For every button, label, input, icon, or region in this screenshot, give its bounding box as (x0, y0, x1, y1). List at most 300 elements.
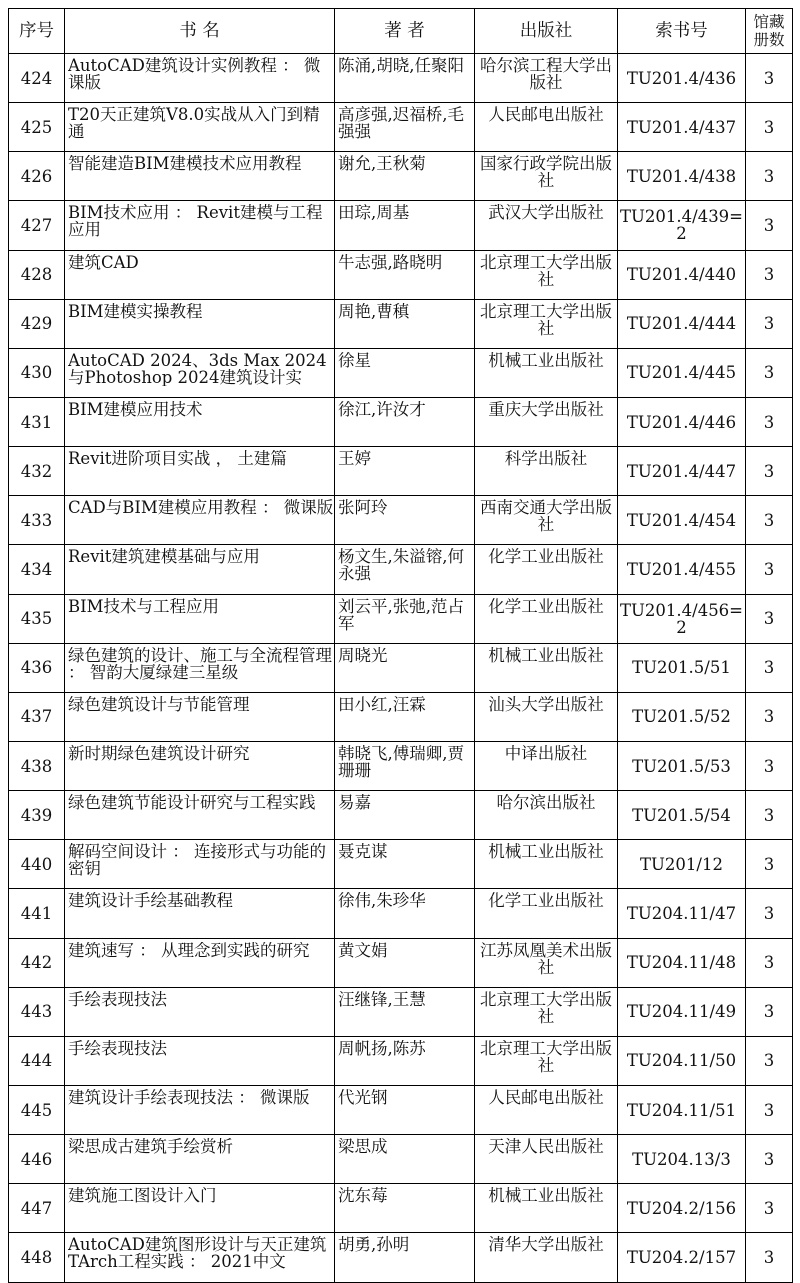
book-author-cell (335, 1036, 475, 1085)
book-publisher: 国家行政学院出版社 (480, 155, 612, 190)
book-title: 智能建造BIM建模技术应用教程 (68, 155, 302, 173)
row-number: 447 (20, 1199, 53, 1217)
book-title-cell (65, 54, 335, 103)
book-publisher-cell (475, 741, 618, 790)
row-number-cell (9, 643, 65, 692)
call-number: TU201.5/54 (632, 806, 731, 824)
book-title: 建筑施工图设计入门 (68, 1187, 217, 1205)
call-number-cell (618, 889, 746, 938)
row-number: 445 (20, 1101, 53, 1119)
book-publisher-cell (475, 643, 618, 692)
call-number: TU204.11/48 (626, 954, 737, 972)
table-row (9, 840, 793, 889)
row-number-cell (9, 54, 65, 103)
row-number: 432 (20, 462, 53, 480)
book-title: 梁思成古建筑手绘赏析 (68, 1138, 233, 1156)
call-number-cell (618, 397, 746, 446)
call-number-cell (618, 103, 746, 152)
row-number: 443 (20, 1003, 53, 1021)
row-number-cell (9, 545, 65, 594)
book-publisher-cell (475, 397, 618, 446)
book-author: 聂克谋 (338, 843, 388, 861)
book-publisher-cell (475, 1184, 618, 1233)
book-author: 徐江,许汝才 (338, 400, 426, 418)
book-title-cell (65, 1135, 335, 1184)
book-title: 绿色建筑节能设计研究与工程实践 (68, 794, 316, 812)
book-author: 陈涌,胡晓,任聚阳 (338, 57, 464, 74)
book-publisher: 人民邮电出版社 (488, 106, 604, 124)
book-title-cell (65, 299, 335, 348)
call-number-cell (618, 299, 746, 348)
table-row (9, 348, 793, 397)
row-number: 440 (20, 855, 53, 873)
copy-count-cell (746, 1135, 793, 1184)
header-row (9, 9, 793, 54)
row-number-cell (9, 1135, 65, 1184)
header-call-number: 索书号 (618, 9, 746, 54)
call-number-cell (618, 1184, 746, 1233)
copy-count: 3 (763, 167, 775, 185)
copy-count-cell (746, 496, 793, 545)
book-publisher: 科学出版社 (504, 450, 588, 468)
book-title-cell (65, 1036, 335, 1085)
copy-count: 3 (763, 216, 775, 234)
table-row (9, 889, 793, 938)
row-number-cell (9, 840, 65, 889)
call-number: TU201/12 (640, 855, 723, 873)
row-number: 428 (20, 266, 53, 284)
book-author: 谢允,王秋菊 (338, 155, 426, 173)
book-title-cell (65, 201, 335, 250)
call-number-cell (618, 987, 746, 1036)
book-author-cell (335, 1085, 475, 1134)
table-row (9, 987, 793, 1036)
copy-count-cell (746, 692, 793, 741)
table-row (9, 1233, 793, 1282)
book-author-cell (335, 643, 475, 692)
book-title: Revit建筑建模基础与应用 (68, 548, 260, 566)
copy-count-cell (746, 1036, 793, 1085)
call-number: TU204.2/156 (626, 1199, 737, 1217)
copy-count-cell (746, 889, 793, 938)
call-number: TU201.4/444 (626, 315, 737, 333)
book-publisher: 清华大学出版社 (488, 1236, 604, 1254)
table-row (9, 1184, 793, 1233)
book-title: AutoCAD建筑图形设计与天正建筑TArch工程实践 ： 2021中文 (68, 1236, 327, 1271)
row-number-cell (9, 594, 65, 643)
copy-count: 3 (763, 560, 775, 578)
copy-count: 3 (763, 757, 775, 775)
copy-count: 3 (763, 904, 775, 922)
row-number-cell (9, 201, 65, 250)
call-number-cell (618, 692, 746, 741)
table-row (9, 152, 793, 201)
book-publisher: 天津人民出版社 (488, 1138, 604, 1156)
copy-count-cell (746, 447, 793, 496)
book-author-cell (335, 741, 475, 790)
book-publisher: 化学工业出版社 (488, 892, 604, 910)
call-number-cell (618, 496, 746, 545)
copy-count: 3 (763, 118, 775, 136)
call-number: TU201.5/52 (632, 708, 731, 726)
copy-count: 3 (763, 1248, 775, 1266)
copy-count: 3 (763, 806, 775, 824)
copy-count-cell (746, 103, 793, 152)
call-number: TU204.11/51 (626, 1101, 737, 1119)
copy-count-cell (746, 299, 793, 348)
row-number-cell (9, 397, 65, 446)
call-number: TU201.4/440 (626, 266, 737, 284)
table-row (9, 299, 793, 348)
book-author: 周艳,曹稹 (338, 302, 410, 320)
row-number-cell (9, 152, 65, 201)
row-number-cell (9, 1233, 65, 1282)
row-number: 425 (20, 118, 53, 136)
row-number: 439 (20, 806, 53, 824)
book-author-cell (335, 938, 475, 987)
row-number-cell (9, 1184, 65, 1233)
book-publisher-cell (475, 299, 618, 348)
book-publisher: 北京理工大学出版社 (480, 302, 612, 337)
book-title: 建筑CAD (68, 253, 139, 271)
call-number: TU204.11/47 (626, 904, 737, 922)
book-title: T20天正建筑V8.0实战从入门到精通 (68, 106, 320, 141)
book-author-cell (335, 1233, 475, 1282)
call-number-cell (618, 54, 746, 103)
book-author: 胡勇,孙明 (338, 1236, 410, 1254)
book-list-table (8, 8, 793, 1283)
book-title-cell (65, 1233, 335, 1282)
copy-count: 3 (763, 610, 775, 628)
book-publisher-cell (475, 987, 618, 1036)
table-row (9, 54, 793, 103)
book-author-cell (335, 250, 475, 299)
call-number-cell (618, 741, 746, 790)
copy-count-cell (746, 201, 793, 250)
book-title-cell (65, 545, 335, 594)
book-title: BIM建模实操教程 (68, 302, 203, 320)
copy-count: 3 (763, 708, 775, 726)
table-body (9, 54, 793, 1283)
book-author-cell (335, 348, 475, 397)
book-publisher: 化学工业出版社 (488, 548, 604, 566)
book-publisher-cell (475, 250, 618, 299)
row-number-cell (9, 791, 65, 840)
book-author: 周帆扬,陈苏 (338, 1039, 426, 1057)
call-number-cell (618, 545, 746, 594)
row-number-cell (9, 1085, 65, 1134)
book-author: 代光钢 (338, 1088, 388, 1106)
table-row (9, 250, 793, 299)
book-title: 绿色建筑设计与节能管理 (68, 695, 250, 713)
book-title: AutoCAD 2024、3ds Max 2024与Photoshop 2024建筑设计实 (68, 351, 327, 386)
copy-count: 3 (763, 364, 775, 382)
copy-count-cell (746, 54, 793, 103)
call-number: TU201.4/439=2 (619, 208, 744, 243)
table-row (9, 1036, 793, 1085)
book-title: 建筑设计手绘表现技法 ： 微课版 (68, 1088, 310, 1106)
book-publisher-cell (475, 447, 618, 496)
copy-count-cell (746, 987, 793, 1036)
copy-count: 3 (763, 266, 775, 284)
call-number-cell (618, 348, 746, 397)
call-number: TU204.11/49 (626, 1003, 737, 1021)
book-title-cell (65, 152, 335, 201)
book-title-cell (65, 889, 335, 938)
book-title-cell (65, 840, 335, 889)
book-title-cell (65, 250, 335, 299)
book-author-cell (335, 889, 475, 938)
row-number-cell (9, 447, 65, 496)
header-count: 馆藏册数 (746, 9, 793, 54)
row-number: 429 (20, 315, 53, 333)
call-number-cell (618, 1085, 746, 1134)
book-publisher-cell (475, 103, 618, 152)
book-title: AutoCAD建筑设计实例教程 ： 微课版 (68, 57, 321, 91)
book-publisher-cell (475, 348, 618, 397)
book-author: 黄文娟 (338, 941, 388, 959)
book-title: 手绘表现技法 (68, 1039, 167, 1057)
call-number: TU201.4/454 (626, 511, 737, 529)
book-title: Revit进阶项目实战 ， 土建篇 (68, 450, 287, 468)
row-number-cell (9, 938, 65, 987)
row-number: 424 (20, 69, 53, 87)
book-publisher-cell (475, 840, 618, 889)
copy-count-cell (746, 791, 793, 840)
copy-count: 3 (763, 1052, 775, 1070)
call-number: TU201.4/436 (626, 69, 737, 87)
book-author-cell (335, 54, 475, 103)
table-row (9, 397, 793, 446)
row-number-cell (9, 250, 65, 299)
copy-count-cell (746, 1233, 793, 1282)
copy-count: 3 (763, 511, 775, 529)
row-number: 438 (20, 757, 53, 775)
book-title: BIM技术应用 ： Revit建模与工程应用 (68, 204, 323, 239)
book-title-cell (65, 1184, 335, 1233)
row-number-cell (9, 692, 65, 741)
book-author-cell (335, 692, 475, 741)
book-publisher-cell (475, 54, 618, 103)
call-number: TU204.2/157 (626, 1248, 737, 1266)
copy-count: 3 (763, 413, 775, 431)
book-title-cell (65, 496, 335, 545)
book-author: 张阿玲 (338, 499, 388, 517)
copy-count: 3 (763, 315, 775, 333)
call-number-cell (618, 643, 746, 692)
book-publisher-cell (475, 889, 618, 938)
book-author-cell (335, 791, 475, 840)
book-author: 徐伟,朱珍华 (338, 892, 426, 910)
book-title-cell (65, 594, 335, 643)
book-author: 徐星 (338, 351, 371, 369)
row-number: 437 (20, 708, 53, 726)
call-number: TU201.5/53 (632, 757, 731, 775)
book-publisher: 哈尔滨工程大学出版社 (480, 57, 612, 91)
call-number-cell (618, 594, 746, 643)
book-title-cell (65, 692, 335, 741)
table-row (9, 1085, 793, 1134)
book-publisher-cell (475, 1233, 618, 1282)
row-number: 444 (20, 1052, 53, 1070)
copy-count-cell (746, 152, 793, 201)
book-publisher-cell (475, 496, 618, 545)
book-title: CAD与BIM建模应用教程 ： 微课版 (68, 499, 334, 517)
row-number: 427 (20, 216, 53, 234)
table-row (9, 643, 793, 692)
book-author-cell (335, 496, 475, 545)
book-publisher-cell (475, 692, 618, 741)
book-title-cell (65, 103, 335, 152)
book-publisher: 武汉大学出版社 (488, 204, 604, 222)
book-author: 田琮,周基 (338, 204, 410, 222)
book-author: 汪继锋,王慧 (338, 990, 426, 1008)
table-row (9, 692, 793, 741)
book-author-cell (335, 201, 475, 250)
book-title-cell (65, 1085, 335, 1134)
book-publisher-cell (475, 1135, 618, 1184)
copy-count: 3 (763, 855, 775, 873)
copy-count-cell (746, 1085, 793, 1134)
header-author: 著 者 (335, 9, 475, 54)
call-number-cell (618, 840, 746, 889)
book-author-cell (335, 987, 475, 1036)
row-number-cell (9, 987, 65, 1036)
book-author-cell (335, 1184, 475, 1233)
book-author: 田小红,汪霖 (338, 695, 426, 713)
book-title: 新时期绿色建筑设计研究 (68, 744, 250, 762)
book-publisher: 江苏凤凰美术出版社 (480, 941, 612, 976)
header-no: 序号 (9, 9, 65, 54)
copy-count: 3 (763, 954, 775, 972)
book-publisher: 北京理工大学出版社 (480, 990, 612, 1025)
row-number: 448 (20, 1248, 53, 1266)
row-number-cell (9, 889, 65, 938)
row-number-cell (9, 103, 65, 152)
book-title-cell (65, 987, 335, 1036)
call-number: TU201.4/445 (626, 364, 737, 382)
book-author-cell (335, 103, 475, 152)
book-publisher-cell (475, 201, 618, 250)
book-author-cell (335, 594, 475, 643)
book-author: 王婷 (338, 450, 371, 468)
book-title: 解码空间设计 ： 连接形式与功能的密钥 (68, 843, 326, 878)
row-number: 436 (20, 659, 53, 677)
copy-count-cell (746, 594, 793, 643)
copy-count: 3 (763, 659, 775, 677)
book-title: 绿色建筑的设计、施工与全流程管理 ： 智韵大厦绿建三星级 (68, 646, 332, 681)
row-number-cell (9, 348, 65, 397)
copy-count-cell (746, 545, 793, 594)
book-author-cell (335, 840, 475, 889)
book-publisher: 北京理工大学出版社 (480, 253, 612, 288)
book-author-cell (335, 299, 475, 348)
copy-count-cell (746, 840, 793, 889)
call-number: TU201.4/438 (626, 167, 737, 185)
copy-count-cell (746, 1184, 793, 1233)
book-title: 建筑速写 ： 从理念到实践的研究 (68, 941, 310, 959)
book-publisher: 重庆大学出版社 (488, 400, 604, 418)
row-number-cell (9, 741, 65, 790)
copy-count: 3 (763, 69, 775, 87)
row-number-cell (9, 299, 65, 348)
book-publisher: 机械工业出版社 (488, 843, 604, 861)
call-number: TU204.11/50 (626, 1052, 737, 1070)
book-title-cell (65, 791, 335, 840)
book-publisher: 中译出版社 (504, 744, 588, 762)
book-title-cell (65, 643, 335, 692)
book-title-cell (65, 447, 335, 496)
book-publisher: 哈尔滨出版社 (496, 794, 596, 812)
call-number: TU201.4/447 (626, 462, 737, 480)
copy-count-cell (746, 250, 793, 299)
book-publisher: 北京理工大学出版社 (480, 1039, 612, 1074)
book-publisher: 汕头大学出版社 (488, 695, 604, 713)
copy-count-cell (746, 938, 793, 987)
book-publisher-cell (475, 1036, 618, 1085)
row-number: 435 (20, 610, 53, 628)
call-number-cell (618, 1135, 746, 1184)
table-row (9, 594, 793, 643)
book-author-cell (335, 397, 475, 446)
book-title: 建筑设计手绘基础教程 (68, 892, 233, 910)
row-number: 434 (20, 560, 53, 578)
row-number: 441 (20, 904, 53, 922)
book-title-cell (65, 741, 335, 790)
table-row (9, 1135, 793, 1184)
book-publisher: 西南交通大学出版社 (480, 499, 612, 534)
book-title: 手绘表现技法 (68, 990, 167, 1008)
call-number-cell (618, 201, 746, 250)
call-number-cell (618, 447, 746, 496)
call-number: TU201.4/456=2 (619, 601, 744, 636)
call-number-cell (618, 1233, 746, 1282)
copy-count: 3 (763, 1101, 775, 1119)
table-row (9, 496, 793, 545)
book-author-cell (335, 1135, 475, 1184)
copy-count-cell (746, 643, 793, 692)
book-author-cell (335, 447, 475, 496)
book-title: BIM技术与工程应用 (68, 597, 220, 615)
table-row (9, 447, 793, 496)
book-publisher: 化学工业出版社 (488, 597, 604, 615)
book-title-cell (65, 397, 335, 446)
book-publisher-cell (475, 938, 618, 987)
table-row (9, 545, 793, 594)
call-number-cell (618, 152, 746, 201)
book-author-cell (335, 152, 475, 201)
book-title: BIM建模应用技术 (68, 400, 203, 418)
copy-count-cell (746, 348, 793, 397)
row-number: 430 (20, 364, 53, 382)
call-number: TU204.13/3 (632, 1150, 731, 1168)
book-author: 易嘉 (338, 794, 371, 812)
book-author: 沈东莓 (338, 1187, 388, 1205)
copy-count-cell (746, 397, 793, 446)
book-title-cell (65, 938, 335, 987)
row-number: 442 (20, 954, 53, 972)
book-publisher: 机械工业出版社 (488, 646, 604, 664)
book-publisher: 机械工业出版社 (488, 351, 604, 369)
copy-count: 3 (763, 1150, 775, 1168)
table-row (9, 938, 793, 987)
book-author: 刘云平,张弛,范占军 (338, 597, 464, 632)
table-row (9, 103, 793, 152)
copy-count: 3 (763, 462, 775, 480)
book-author: 高彦强,迟福桥,毛强强 (338, 106, 464, 141)
row-number: 431 (20, 413, 53, 431)
row-number: 433 (20, 511, 53, 529)
